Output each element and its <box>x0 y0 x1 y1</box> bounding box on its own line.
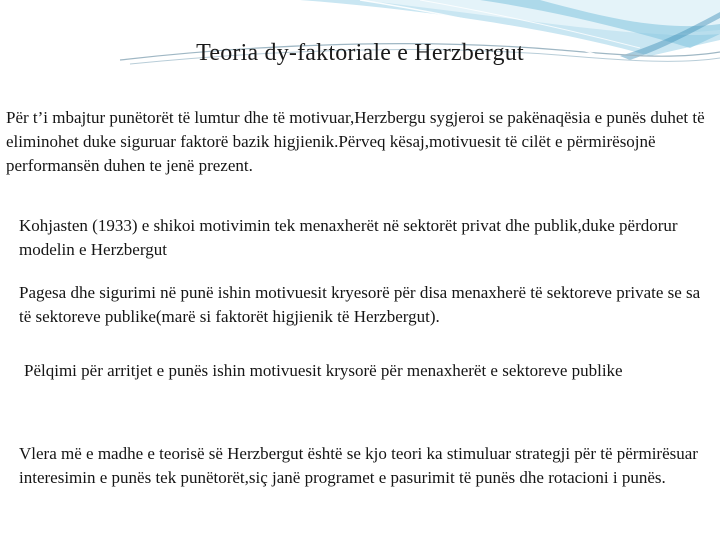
paragraph-pay-security: Pagesa dhe sigurimi në punë ishin motivuesit kryesorë për disa menaxherë të sektoreve private se sa të sektoreve publike(marë si faktorët higjienik të Herzbergut). <box>19 283 701 326</box>
slide-title: Teoria dy-faktoriale e Herzbergut <box>196 40 524 66</box>
paragraph-kohjasten-study: Kohjasten (1933) e shikoi motivimin tek menaxherët në sektorët privat dhe publik,duke përdorur modelin e Herzbergut <box>19 216 678 259</box>
paragraph-achievement: Pëlqimi për arritjet e punës ishin motivuesit krysorë për menaxherët e sektoreve publike <box>24 361 623 380</box>
paragraph-theory-value: Vlera më e madhe e teorisë së Herzbergut është se kjo teori ka stimuluar strategji për të përmirësuar interesimin e punës tek punëtorët,siç janë programet e pasurimit të punës dhe rotacioni i punës. <box>19 444 698 487</box>
paragraph-herzberg-hygiene: Për t’i mbajtur punëtorët të lumtur dhe të motivuar,Herzbergu sygjeroi se pakënaqësia e punës duhet të eliminohet duke siguruar faktorë bazik higjienik.Përveq kësaj,motivuesit të cilët e përmirësojnë performansën duhen te jenë prezent. <box>6 108 705 175</box>
